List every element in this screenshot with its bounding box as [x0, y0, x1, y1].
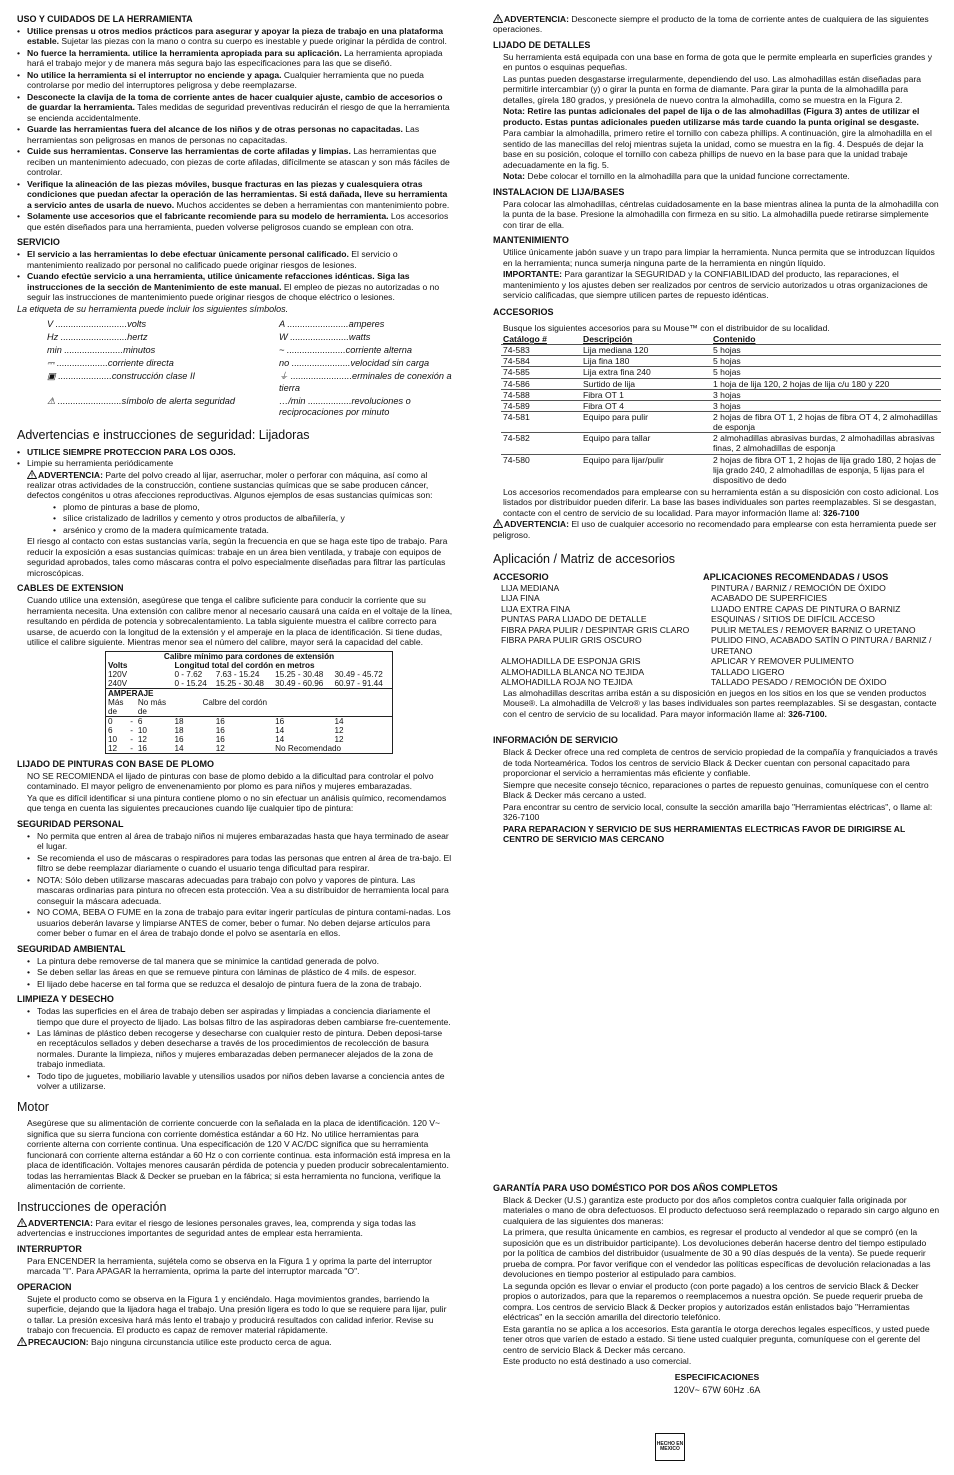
matrix-use: TALLADO PESADO / REMOCIÓN DE ÓXIDO	[711, 677, 887, 688]
servicio-item: • El servicio a las herramientas lo debe efectuar únicamente personal calificado. El servicio o mantenimiento realizado por personal no calificado puede originar riesgos de lesiones.	[17, 249, 453, 270]
accesorios-intro: Busque los siguientes accesorios para su Mouse™ con el distribuidor de su localidad.	[503, 322, 830, 333]
detalles-2: Las puntas pueden desgastarse irregularmente, dependiendo del uso. Las almohadillas están diseñadas para permitirle intercambiar (y) o girar la punta en forma de diamante. Para girar la punta de la almohadilla para detalles, gírela 180 grados, y presiónela de nuevo contra la almohadilla, como se muestra en la Figura 2.	[503, 73, 922, 105]
info-3: Para encontrar su centro de servicio local, consulte la sección amarilla bajo "Herramientas eléctricas", o llame al: 326-7100	[503, 801, 933, 823]
symbol-entry: Hz ..........................hertz	[47, 331, 148, 342]
accesorios-warning: ADVERTENCIA: El uso de cualquier accesorio no recomendado para emplearse con esta herramienta puede ser peligroso.	[493, 519, 937, 540]
garantia-1: Black & Decker (U.S.) garantiza este producto por dos años completos contra cualquier falla originada por materiales o mano de obra defectuosos. El producto defectuoso será reemplazado o reparado sin cargo alguno en cualquiera de las siguientes dos maneras:	[503, 1194, 940, 1226]
matrix-accessory: FIBRA PARA PULIR / DESPINTAR GRIS CLARO	[501, 624, 690, 635]
spec-value: 120V~ 67W 60Hz .6A	[673, 1385, 761, 1396]
limpieza-title: LIMPIEZA Y DESECHO	[17, 994, 114, 1005]
matrix-use: PINTURA / BARNIZ / REMOCIÓN DE ÓXIDO	[711, 582, 886, 593]
cable-row: 0 - 6 18 16 16 14	[106, 716, 393, 726]
cable-row: 10 - 12 16 16 14 12	[108, 734, 344, 744]
accessory-row: 74-583 Lija mediana 120 5 hojas	[501, 345, 941, 356]
garantia-4: Esta garantía no se aplica a los accesorios. Esta garantía le otorga derechos legales específicos, y usted puede tener otros que varíen de estado a estado. Si tiene usted cualquier pregunta, comuníquese con el gerente del centro de servicio Black & Decker más cercano.	[503, 1323, 930, 1355]
instalacion-title: INSTALACION DE LIJA/BASES	[493, 186, 625, 197]
garantia-3: La segunda opción es llevar o enviar el producto (con porte pagado) a los centros de servicio Black & Decker propios o autorizados, para que la reparemos o reemplacemos a nuestra opción. Se puede requerir prueba de compra. Los centros de servicio Black & Decker propios y autorizados están enlistados bajo "Herramientas eléctricas" en la sección amarilla del directorio telefónico.	[503, 1280, 923, 1323]
warranty-block	[493, 1183, 941, 1396]
interruptor-title: INTERRUPTOR	[17, 1243, 82, 1254]
cables-text: Cuando utilice una extensión, asegúrese que tenga el calibre suficiente para conducir la corriente que su herramienta necesita. Una extensión con calibre menor al necesario causará una caída en el voltaje de la línea, resultando en pérdida de potencia y sobrecalentamiento. La tabla siguiente muestra el calibre correcto para usarse, de acuerdo con la longitud de la extensión y el amperaje en la placa de identificación. Si tiene dudas, utilice el calibre siguiente. Mientras menor sea el número del calibre, mayor será la capacidad del cable.	[27, 595, 453, 648]
servicio-item: • Cuando efectúe servicio a una herramienta, utilice únicamente refacciones idénticas. Siga las instrucciones de la sección de Mantenimiento de este manual. El empleo de piezas no autorizadas o no seguir las instrucciones de mantenimiento puede originar riesgos de choque eléctrico o lesiones.	[17, 271, 453, 302]
matrix-use: LIJADO ENTRE CAPAS DE PINTURA O BARNIZ	[711, 603, 901, 614]
matrix-use: APLICAR Y REMOVER PULIMENTO	[711, 656, 854, 667]
uso-item: • No fuerce la herramienta. utilice la herramienta apropiada para su aplicación. La herramienta apropiada hará el trabajo mejor y de manera más segura bajo las especificaciones para las que se diseñó.	[17, 48, 453, 69]
symbol-entry: ⎓ ....................corriente directa	[47, 358, 174, 369]
detalles-1: Su herramienta está equipada con una base en forma de gota que le permite emplearla en superficies grandes y en puntos o esquinas pequeñas.	[503, 51, 932, 73]
top-warning: ADVERTENCIA: Desconecte siempre el producto de la toma de corriente antes de cualquiera de las siguientes operaciones.	[493, 14, 929, 35]
origin-stamp: HECHO EN MEXICO	[655, 1433, 685, 1461]
interruptor-text: Para ENCENDER la herramienta, sujétela como se observa en la Figura 1 y oprima la parte del interruptor marcada "I". Para APAGAR la herramienta, oprima la parte del interruptor marcada "O".	[27, 1255, 433, 1277]
uso-item: • Cuide sus herramientas. Conserve las herramientas de corte afiladas y limpias. Las herramientas que reciben un mantenimiento adecuado, con piezas de corte afiladas, difícilmente se atascan y son más fáciles de controlar.	[17, 146, 453, 177]
lijadoras-bullet: • UTILICE SIEMPRE PROTECCION PARA LOS OJOS.	[17, 447, 453, 457]
limpieza-item: • Todo tipo de juguetes, mobiliario lavable y utensilios usados por niños deben lavarse a conciencia antes de volver a utilizarse.	[17, 1071, 453, 1092]
servicio-title: SERVICIO	[17, 237, 60, 248]
accesorios-after: Los accesorios recomendados para emplearse con su herramienta están a su disposición con costo adicional. Los listados por distribuidor pueden diferir. La base las bases individuales son partes reemplazables. Si se desgastan, contacte con el centro de servicio de su localidad. Para mayor información llame al: 326-7100	[503, 486, 939, 518]
uso-item: • Desconecte la clavija de la toma de corriente antes de hacer cualquier ajuste, cambio de accesorios o de guardar la herramienta. Tales medidas de seguridad preventivas reducirán el riesgo de que la herramienta se encienda accidentalmente.	[17, 92, 453, 123]
cable-gauge-table: Calibre mínimo para cordones de extensión Volts Longitud total del cordón en metros 120V 0 - 7.62 7.63 - 15.24 15.25 - 30.48 30.49 - 45.72 240V 0 - 15.24 15.25 - 30.48 30.49 - 60.96 60.97 - 91.44 AMPERAJE Más No más Calbre del cordón de de 0 - 6 18 16 16 14 6 - 10 18 16 14 12 10 - 12 16 16 14 12 12 - 16 14 12 No Recomendado	[105, 651, 393, 754]
warning-icon	[493, 519, 503, 528]
uso-item: • Utilice prensas u otros medios prácticos para asegurar y apoyar la pieza de trabajo en una plataforma estable. Sujetar las piezas con la mano o contra su cuerpo es inestable y puede originar la pérdida de control.	[17, 26, 453, 47]
matrix-accessory: ALMOHADILLA ROJA NO TEJIDA	[501, 677, 633, 688]
symbol-entry: ⏚ ........................erminales de conexión a tierra	[279, 371, 452, 393]
detalles-3: Para cambiar la almohadilla, primero retire el tornillo con cabeza phillips. A continuación, gire la almohadilla en el sentido de las manecillas del reloj mientras sujeta la unidad, como se muestra en la fig. 4. Después de dejar la base en su posición, coloque el tornillo con cabeza phillips de nuevo en la base para que la unidad trabaje adecuadamente en la fig. 5.	[503, 128, 932, 170]
matrix-use: TALLADO LIGERO	[711, 666, 785, 677]
mantenimiento-title: MANTENIMIENTO	[493, 235, 569, 246]
symbol-entry: A ........................amperes	[279, 318, 385, 329]
lijadoras-bullet: • Limpie su herramienta periódicamente	[17, 458, 453, 468]
accessory-row: 74-586 Surtido de lija 1 hoja de lija 120, 2 hojas de lija c/u 180 y 220	[501, 378, 941, 389]
motor-heading: Motor	[17, 1099, 49, 1114]
garantia-2: La primera, que resulta únicamente en cambios, es regresar el producto al vendedor al que se compró (en la suposición que es un distribuidor participante). Los devoluciones deberán hacerse dentro del tiempo estipulado por la política de cambios del distribuidor (usualmente de 30 a 90 días después de la venta). Se puede requerir prueba de compra. Por favor verifique con el vendedor las políticas específicas de devolución relacionadas a las devoluciones en tiempo posterior al estipulado para cambios.	[503, 1227, 931, 1280]
matrix-use: ESQUINAS / SITIOS DE DIFÍCIL ACCESO	[711, 614, 875, 625]
spec-title: ESPECIFICACIONES	[674, 1371, 760, 1382]
limpieza-list	[17, 1006, 453, 1092]
label-note: La etiqueta de su herramienta puede incluir los siguientes símbolos.	[17, 303, 289, 314]
symbol-entry: min .......................minutos	[47, 344, 156, 355]
segper-title: SEGURIDAD PERSONAL	[17, 818, 124, 829]
detalles-note: Nota: Retire las puntas adicionales del papel de lija o de las almohadillas (Figura 3) antes de utilizar el producto. Estas puntas adicionales pueden utilizarse más tarde cuando la punta original se desgaste.	[503, 106, 920, 127]
symbol-entry: …/min .................revoluciones o reciprocaciones por minuto	[279, 395, 411, 418]
limpieza-item: • Todas las superficies en el área de trabajo deben ser aspiradas y limpiadas a conciencia diariamente el tiempo que dure el proyecto de lijado. Las bolsas filtro de las aspiradoras deben cambiarse fre-cuentemente.	[17, 1006, 453, 1027]
info-2: Siempre que necesite consejo técnico, reparaciones o partes de repuesto genuinas, comuníquese con el centro Black & Decker más cercano a usted.	[503, 779, 929, 801]
limpieza-item: • Las láminas de plástico deben recogerse y desecharse con cualquier resto de pintura. Deben deposi-tarse en receptáculos sellados y deben desecharse a través de los procedimientos de recolección de basura normales. Durante la limpieza, niños y mujeres embarazadas deben permanecer alejados de la zona de trabajo inmediata.	[17, 1028, 453, 1070]
motor-text: Asegúrese que su alimentación de corriente concuerde con la señalada en la placa de identificación. 120 V~ significa que su sierra funciona con corriente doméstica estándar a 60 Hz. No utilice herramientas para corriente alterna con corriente continua. Una especificación de 120 V AC/DC significa que su herramienta funcionará con corriente alterna estándar a 60 Hz o con corriente continua. esta información está impresa en la placa de identificación. Voltajes menores causarán pérdida de potencia y pueden producir sobrecalentamiento. todas las herramientas Black & Decker se prueban en la fábrica; si esta herramienta no funciona, verifique la alimentación de corriente.	[27, 1118, 451, 1192]
matrix-accessory: LIJA FINA	[501, 593, 540, 604]
accesorios-title: ACCESORIOS	[493, 306, 554, 317]
plomo-title: LIJADO DE PINTURAS CON BASE DE PLOMO	[17, 758, 215, 769]
detalles-note-2: Nota: Debe colocar el tornillo en la almohadilla para que la unidad funcione correctamente.	[503, 171, 850, 182]
uso-item: • No utilice la herramienta si el interruptor no enciende y apaga. Cualquier herramienta que no pueda controlarse por medio del interruptores peligrosa y debe reemplazarse.	[17, 70, 453, 91]
matrix-use: PULIR METALES / REMOVER BARNIZ O URETANO	[711, 624, 916, 635]
accessory-row: 74-589 Fibra OT 4 3 hojas	[501, 400, 941, 411]
instalacion-text: Para colocar las almohadillas, céntrelas cuidadosamente en la base mientras alinea la punta de la almohadilla con la punta de la base. Presione la almohadilla con firmeza en su sitio. La almohadilla puede retirarse simplemente con tirar de ella.	[503, 198, 939, 230]
precaucion-text: PRECAUCION: Bajo ninguna circunstancia utilice este producto cerca de agua.	[17, 1337, 453, 1347]
info-bold: PARA REPARACION Y SERVICIO DE SUS HERRAMIENTAS ELECTRICAS FAVOR DE DIRIGIRSE AL CENTRO DE SERVICIO MAS CERCANO	[503, 823, 906, 845]
cables-title: CABLES DE EXTENSION	[17, 583, 124, 594]
matrix-use: ACABADO DE SUPERFICIES	[711, 593, 828, 604]
chemical-item: • arsénico y cromo de la madera químicamente tratada.	[53, 525, 453, 535]
operacion-warning: ADVERTENCIA: Para evitar el riesgo de lesiones personales graves, lea, comprenda y siga todas las advertencias e instrucciones importantes de seguridad antes de emplear esta herramienta.	[17, 1217, 416, 1239]
segper-list	[17, 831, 453, 939]
garantia-5: Este producto no está destinado a uso comercial.	[503, 1356, 692, 1367]
symbol-entry: ⚠ .........................símbolo de alerta seguridad	[47, 395, 235, 406]
symbols-table	[47, 319, 453, 419]
accessory-row: 74-588 Fibra OT 1 3 hojas	[501, 389, 941, 400]
left-column	[17, 14, 453, 1348]
chemicals-list	[53, 502, 453, 535]
matrix-accessory: PUNTAS PARA LIJADO DE DETALLE	[501, 614, 647, 625]
plomo-text-2: Ya que es difícil identificar si una pintura contiene plomo o no sin efectuar un análisis químico, recomendamos que tenga en cuenta las siguientes precauciones cuando lije cualquier tipo de pintura:	[27, 792, 447, 814]
segper-item: • No permita que entren al área de trabajo niños ni mujeres embarazadas hasta que haya terminado de asear el lugar.	[17, 831, 453, 852]
lijadoras-bullets	[17, 447, 453, 469]
accessory-row: 74-584 Lija fina 180 5 hojas	[501, 356, 941, 367]
accessory-row: 74-581 Equipo para pulir 2 hojas de fibra OT 1, 2 hojas de fibra OT 4, 2 almohadillas de esponja	[501, 412, 941, 433]
matrix-accessory: LIJA MEDIANA	[501, 582, 560, 593]
segper-item: • NOTA: Sólo deben utilizarse mascaras adecuadas para trabajo con polvo y vapores de pintura. Las mascaras ordinarias para pintura no ofrecen esta protección. Vea a su distribuidor de herramienta local para conseguir la máscara adecuada.	[17, 875, 453, 906]
operacion-title: OPERACION	[17, 1281, 72, 1292]
matriz-heading: Aplicación / Matriz de accesorios	[493, 552, 676, 567]
uso-list	[17, 26, 453, 232]
garantia-title: GARANTÍA PARA USO DOMÉSTICO POR DOS AÑOS COMPLETOS	[493, 1183, 778, 1193]
warning-icon	[17, 1337, 27, 1346]
operacion-text: Sujete el producto como se observa en la Figura 1 y enciéndalo. Haga movimientos grandes, barriendo la superficie, dejando que la lijadora haga el trabajo. Una presión ligera es todo lo que se requiere para lijar, pulir o tallar. La presión excesiva hará más lento el trabajo y producirá resultados con calidad inferior. Revise su trabajo con frecuencia. El producto es capaz de remover material rápidamente.	[27, 1293, 447, 1336]
info-title: INFORMACIÓN DE SERVICIO	[493, 735, 618, 746]
segamb-item: • El lijado debe hacerse en tal forma que se reduzca el desalojo de pintura fuera de la zona de trabajo.	[17, 979, 453, 989]
mantenimiento-text: Utilice únicamente jabón suave y un trapo para limpiar la herramienta. Nunca permita que se introduzcan líquidos en la herramienta; nunca sumerja ninguna parte de la herramienta en ningún líquido.	[503, 247, 935, 268]
matrix-accessory: LIJA EXTRA FINA	[501, 603, 571, 614]
accessory-row: 74-582 Equipo para tallar 2 almohadillas abrasivas burdas, 2 almohadillas abrasivas finas, 2 almohadillas de esponja	[501, 433, 941, 454]
lijadoras-heading: Advertencias e instrucciones de seguridad: Lijadoras	[17, 428, 310, 443]
accessory-row: 74-585 Lija extra fina 240 5 hojas	[501, 367, 941, 378]
accessory-row: 74-580 Equipo para lijar/pulir 2 hojas de fibra OT 1, 2 hojas de lija grado 180, 2 hojas de lija grado 240, 2 almohadillas de esponja, 5 lijas para el dispositivo de dedo	[501, 454, 941, 485]
matrix-use: PULIDO FINO, ACABADO SATÍN O PINTURA / BARNIZ / URETANO	[711, 635, 932, 656]
symbol-entry: ~ .......................corriente alterna	[279, 344, 413, 355]
uso-item: • Guarde las herramientas fuera del alcance de los niños y de otras personas no capacitadas. Las herramientas son peligrosas en manos de personas no capacitadas.	[17, 124, 453, 145]
symbol-entry: V ............................volts	[47, 318, 147, 329]
servicio-list	[17, 249, 453, 302]
symbol-entry: W .......................watts	[279, 331, 371, 342]
matrix-accessory: ALMOHADILLA DE ESPONJA GRIS	[501, 656, 641, 667]
segper-item: • Se recomienda el uso de máscaras o respiradores para todas las personas que entren al área de tra-bajo. El filtro se debe reemplazar diariamente o cuando el usuario tenga dificultad para respirar.	[17, 853, 453, 874]
matriz-header: ACCESORIO APLICACIONES RECOMENDADAS / USOS	[493, 571, 889, 582]
chemical-item: • plomo de pinturas a base de plomo,	[53, 502, 453, 512]
lijadoras-warning: ADVERTENCIA: Parte del polvo creado al lijar, aserruchar, moler o perforar con máquina, así como al realizar otras actividades de la construcción, contiene sustancias químicas que se sabe producen cáncer, defectos congénitos u otras afecciones reproductivas. Algunos ejemplos de esas sustancias químicas son:	[27, 469, 433, 501]
segamb-item: • Se deben sellar las áreas en que se remueve pintura con láminas de plástico de 4 mils. de espesor.	[17, 967, 453, 977]
right-column	[493, 14, 941, 846]
accesorios-table: Catálogo # Descripción Contenido 74-583 Lija mediana 120 5 hojas 74-584 Lija fina 180 5 hojas 74-585 Lija extra fina 240 5 hojas 74-586 Surtido de lija 1 hoja de lija 120, 2 hojas de lija c/u 180 y 220 74-588 Fibra OT 1 3 hojas 74-589 Fibra OT 4 3 hojas 74-581 Equipo para pulir 2 hojas de fibra OT 1, 2 hojas de fibra OT 4, 2 almohadillas de esponja 74-582 Equipo para tallar 2 almohadillas abrasivas burdas, 2 almohadillas abrasivas finas, 2 almohadillas de esponja 74-580 Equipo para lijar/pulir 2 hojas de fibra OT 1, 2 hojas de lija grado 180, 2 hojas de lija grado 240, 2 almohadillas de esponja, 5 lijas para el dispositivo de dedo	[501, 334, 941, 485]
segamb-list	[17, 956, 453, 989]
info-1: Black & Decker ofrece una red completa de centros de servicio propiedad de la compañía y franquiciados a través de toda Norteamérica. Todos los centros de servicio Black & Decker cuentan con personal capacitado para proporcionar el servicio a herramientas más eficiente y confiable.	[503, 747, 938, 779]
segamb-title: SEGURIDAD AMBIENTAL	[17, 943, 126, 954]
matrix-accessory: ALMOHADILLA BLANCA NO TEJIDA	[501, 666, 645, 677]
chemical-item: • sílice cristalizado de ladrillos y cemento y otros productos de albañilería, y	[53, 513, 453, 523]
warning-icon	[493, 14, 503, 23]
cable-row: 6 - 10 18 16 14 12	[108, 725, 344, 735]
segamb-item: • La pintura debe removerse de tal manera que se minimice la cantidad generada de polvo.	[17, 956, 453, 966]
symbol-entry: ▣ .....................construcción clase II	[47, 371, 196, 382]
plomo-text: NO SE RECOMIENDA el lijado de pinturas con base de plomo debido a la dificultad para controlar el polvo contaminado. El mayor peligro de envenenamiento por plomo es para niños y mujeres embarazadas.	[27, 770, 434, 792]
uso-item: • Solamente use accesorios que el fabricante recomiende para su modelo de herramienta. Los accesorios que estén diseñados para una herramienta, pueden volverse peligrosos cuando se emplean con otra.	[17, 211, 453, 232]
lijadoras-risk: El riesgo al contacto con estas sustancias varía, según la frecuencia en que se haga este tipo de trabajo. Para reducir la exposición a esas sustancias químicas: trabaje en un área bien ventilada, y trabaje con equipos de seguridad aprobados, tales como máscaras contra el polvo especialmente diseñadas para filtrar las partículas microscópicas.	[27, 536, 448, 578]
uso-item: • Verifique la alineación de las piezas móviles, busque fracturas en las piezas y cualesquiera otras condiciones que puedan afectar la operación de las herramientas. Si está dañada, lleve su herramienta a servicio antes de usarla de nuevo. Muchos accidentes se deben a herramientas con mantenimiento pobre.	[17, 179, 453, 210]
matriz-table	[493, 583, 941, 688]
mantenimiento-importante: IMPORTANTE: Para garantizar la SEGURIDAD y la CONFIABILIDAD del producto, las reparaciones, el mantenimiento y los ajustes deben ser realizados por centros de servicio autorizados u otras organizaciones de servicio calificadas, que siempre utilicen partes de repuesto idénticas.	[503, 269, 928, 301]
cable-row: 12 - 16 14 12 No Recomendado	[108, 743, 342, 753]
matrix-accessory: FIBRA PARA PULIR GRIS OSCURO	[501, 635, 642, 646]
warning-icon	[17, 1218, 27, 1227]
warning-icon	[27, 470, 37, 479]
detalles-title: LIJADO DE DETALLES	[493, 39, 591, 50]
operacion-heading: Instrucciones de operación	[17, 1199, 167, 1214]
matriz-after: Las almohadillas descritas arriba están a su disposición en juegos en los sitios en los que se venden productos Mouse®. La almohadilla de Velcro® y las bases individuales son partes reemplazables. Si se desgastan, contacte con el centro de servicio de su localidad. Para mayor información llame al: 326-7100.	[503, 687, 937, 719]
segper-item: • NO COMA, BEBA O FUME en la zona de trabajo para evitar ingerir partículas de pintura contami-nadas. Los usuarios deberán lavarse y limpiarse ANTES de comer, beber o fumar. No deben dejarse artículos para comer beber o fumar en el área de trabajo donde el polvo se asentaría en ellos.	[17, 907, 453, 938]
symbol-entry: no .......................velocidad sin carga	[279, 358, 430, 369]
uso-title: USO Y CUIDADOS DE LA HERRAMIENTA	[17, 14, 193, 24]
